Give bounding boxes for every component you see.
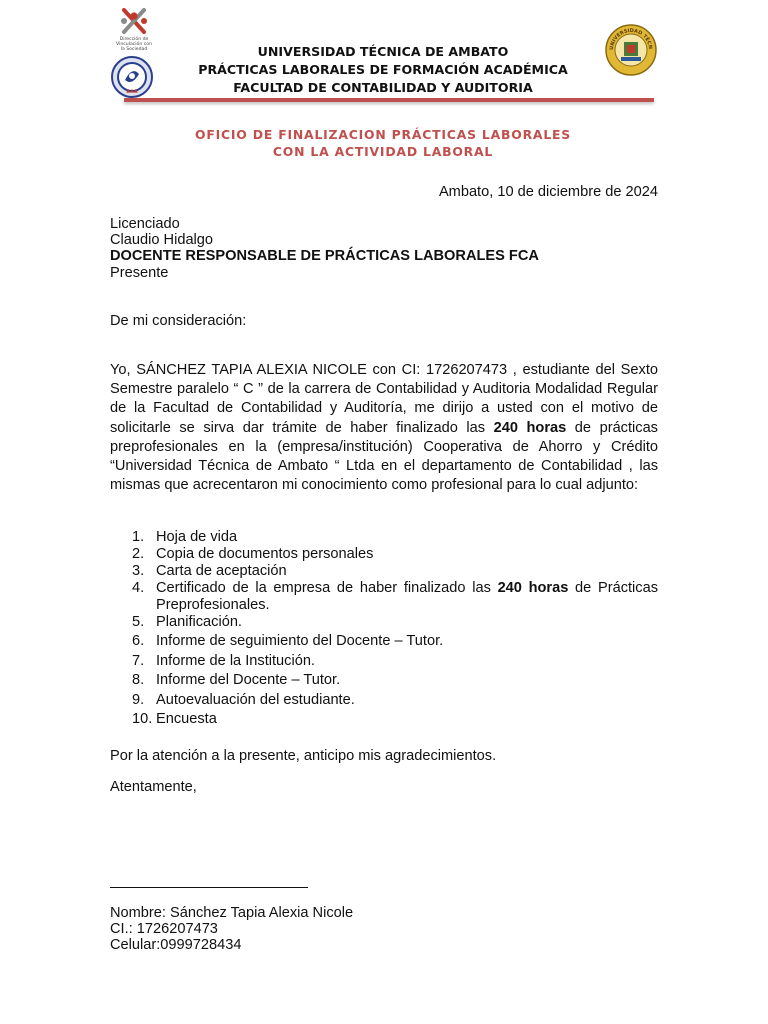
body-paragraph xyxy=(110,361,658,495)
list-item-number: 1. xyxy=(132,529,145,545)
salutation: De mi consideración: xyxy=(110,313,247,329)
recipient-position: DOCENTE RESPONSABLE DE PRÁCTICAS LABORALES FCA xyxy=(110,248,539,265)
university-seal-logo xyxy=(603,24,659,76)
university-name: UNIVERSIDAD TÉCNICA DE AMBATO xyxy=(257,44,509,59)
list-item-text: Planificación. xyxy=(156,613,242,630)
body-text-1: Yo, SÁNCHEZ TAPIA ALEXIA NICOLE con CI: 1726207473 , estudiante del Sexto Semestre paralelo “ C ” de la carrera de Contabilidad y Auditoria Modalidad Regular de la Facultad de Contabilidad y Auditoría, me dirijo a usted con el motivo de solicitarle se sirva dar trámite de haber finalizado las xyxy=(110,362,658,436)
svg-text:▲▲▲: ▲▲▲ xyxy=(126,88,138,94)
list-item-text: Autoevaluación del estudiante. xyxy=(156,691,355,708)
list-item xyxy=(110,711,658,728)
list-item-number: 10. xyxy=(132,711,153,727)
list-item-text: Encuesta xyxy=(156,711,217,727)
body-text-2: de prácticas preprofesionales en la (empresa/institución) Cooperativa de Ahorro y Crédito “Universidad Técnica de Ambato “ Ltda en el departamento de Contabilidad , las mismas que acrecentaron mi conocimiento como profesional para lo cual adjunto: xyxy=(110,419,658,494)
list-item xyxy=(110,563,658,580)
body-hours: 240 horas xyxy=(493,419,567,436)
signature-phone: Celular:0999728434 xyxy=(110,937,242,954)
recipient-title: Licenciado xyxy=(110,216,180,232)
list-item xyxy=(110,529,658,546)
list-item-number: 5. xyxy=(132,613,145,630)
attachments-list xyxy=(110,529,658,728)
list-item-text-before: Certificado de la empresa de haber finalizado las xyxy=(156,580,498,596)
list-item-number: 6. xyxy=(132,633,145,649)
list-item-number: 2. xyxy=(132,546,145,562)
list-item-number: 4. xyxy=(132,580,145,596)
faculty-seal-logo xyxy=(111,56,153,98)
signature-line xyxy=(110,887,308,888)
list-item-text-after: de Prácticas Preprofesionales. xyxy=(156,580,658,613)
vinculacion-logo xyxy=(114,4,154,52)
recipient-greeting: Presente xyxy=(110,264,169,281)
document-header xyxy=(0,0,768,110)
list-item xyxy=(110,692,658,709)
recipient-block xyxy=(110,216,658,281)
document-title-line2: CON LA ACTIVIDAD LABORAL xyxy=(272,143,494,159)
logo-caption-2: Vinculación con xyxy=(116,42,152,47)
list-item-text: Informe de la Institución. xyxy=(156,652,315,669)
list-item-text: Informe del Docente – Tutor. xyxy=(156,672,341,688)
document-title xyxy=(120,127,646,160)
list-item-number: 9. xyxy=(132,691,145,708)
signature-name: Nombre: Sánchez Tapia Alexia Nicole xyxy=(110,905,354,921)
list-item xyxy=(110,633,658,650)
list-item-text: Copia de documentos personales xyxy=(156,546,374,562)
list-item xyxy=(110,672,658,689)
list-item xyxy=(110,546,658,563)
header-divider xyxy=(124,98,654,102)
list-item-text: Hoja de vida xyxy=(156,529,238,545)
document-title-line1: OFICIO DE FINALIZACION PRÁCTICAS LABORALES xyxy=(194,127,572,142)
list-item xyxy=(110,653,658,670)
document-date: Ambato, 10 de diciembre de 2024 xyxy=(438,184,658,200)
list-item-hours: 240 horas xyxy=(497,580,569,596)
list-item xyxy=(110,580,658,613)
closing-text: Por la atención a la presente, anticipo mis agradecimientos. xyxy=(110,748,497,764)
list-item-text: Carta de aceptación xyxy=(156,563,287,579)
signature-ci: CI.: 1726207473 xyxy=(110,921,218,938)
signature-block xyxy=(110,905,658,954)
logo-caption-3: la Sociedad xyxy=(120,47,148,52)
logo-caption-1: Dirección de xyxy=(119,37,149,42)
list-item-text: Informe de seguimiento del Docente – Tutor. xyxy=(156,633,444,649)
farewell-text: Atentamente, xyxy=(110,779,197,795)
recipient-name: Claudio Hidalgo xyxy=(110,232,214,249)
list-item-number: 3. xyxy=(132,563,145,579)
list-item-number: 7. xyxy=(132,652,145,669)
faculty-name: FACULTAD DE CONTABILIDAD Y AUDITORIA xyxy=(233,79,533,95)
header-titles xyxy=(160,43,606,96)
list-item xyxy=(110,614,658,631)
program-name: PRÁCTICAS LABORALES DE FORMACIÓN ACADÉMICA xyxy=(198,61,568,77)
list-item-number: 8. xyxy=(132,672,145,688)
seal-caption: UNIVERSIDAD TÉCN xyxy=(608,27,654,51)
